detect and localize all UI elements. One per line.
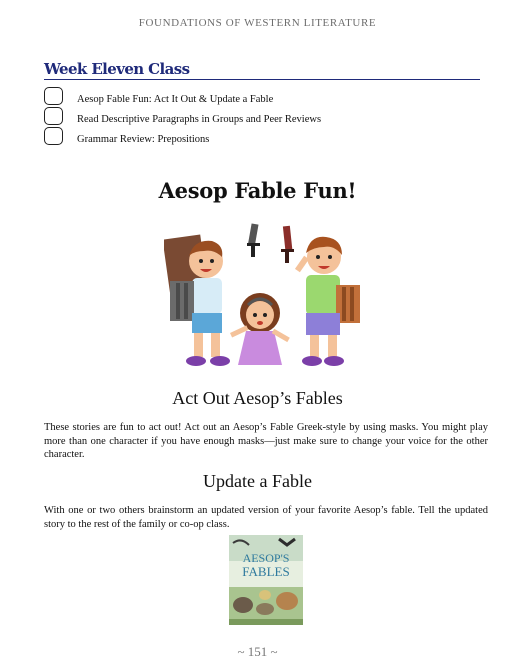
aesops-fables-book-cover (229, 535, 303, 625)
book-title-line1: AESOP'S (242, 551, 290, 565)
sword-left (247, 223, 260, 257)
checklist (44, 86, 321, 146)
girl-figure (230, 293, 290, 365)
running-header: FOUNDATIONS OF WESTERN LITERATURE (138, 17, 377, 29)
checklist-item-label: Grammar Review: Prepositions (77, 133, 210, 145)
checklist-item[interactable] (44, 86, 321, 106)
page-number: ~ 151 ~ (237, 644, 278, 659)
checklist-item[interactable] (44, 126, 321, 146)
sword-right (281, 226, 294, 263)
right-boy-figure (295, 237, 360, 366)
main-heading: Aesop Fable Fun! (158, 178, 357, 203)
section-heading-update: Update a Fable (203, 471, 312, 491)
checklist-item-label: Read Descriptive Paragraphs in Groups and Peer Reviews (77, 113, 322, 125)
checklist-item-label: Aesop Fable Fun: Act It Out & Update a Fable (77, 93, 274, 105)
week-title: Week Eleven Class (44, 60, 480, 80)
left-boy-figure (164, 234, 230, 366)
book-title-line2: FABLES (242, 564, 290, 579)
update-paragraph: With one or two others brainstorm an updated version of your favorite Aesop’s fable. Tell the updated story to the rest of the family or co-op class. (44, 505, 488, 530)
act-out-paragraph: These stories are fun to act out! Act out an Aesop’s Fable Greek-style by using masks. You might play more than one character if you have enough masks—just make sure to change your voice for the other character. (44, 422, 488, 460)
checklist-item[interactable] (44, 106, 321, 126)
checkbox[interactable] (44, 127, 63, 145)
checkbox[interactable] (44, 87, 63, 105)
checkbox[interactable] (44, 107, 63, 125)
section-heading-act-out: Act Out Aesop’s Fables (172, 388, 343, 408)
children-playing-knights-illustration (164, 223, 364, 375)
